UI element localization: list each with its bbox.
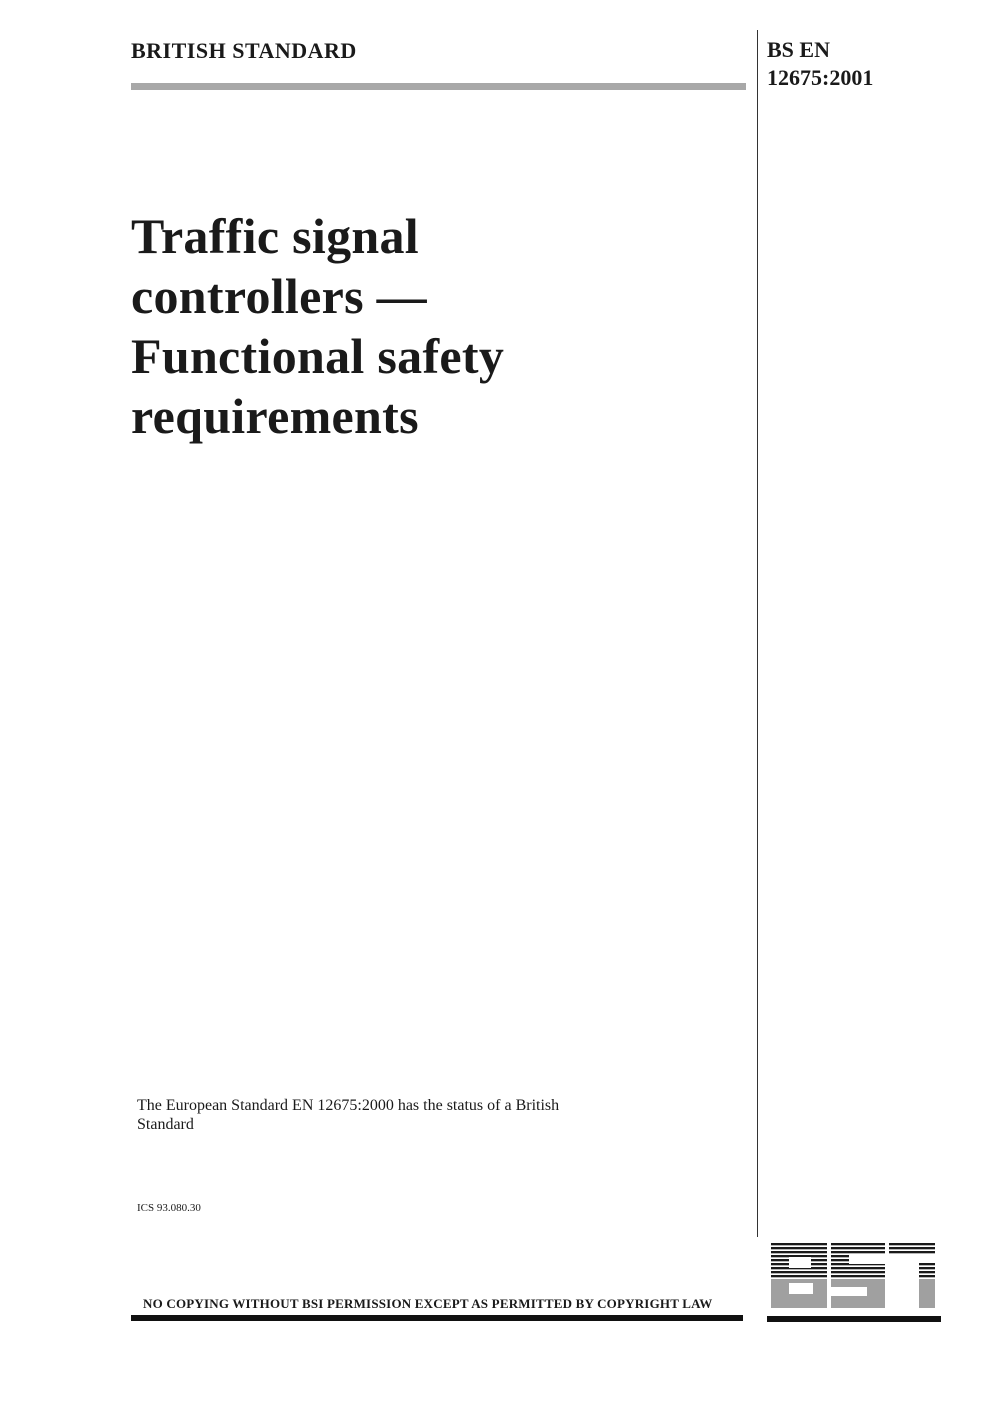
title-line-3: Functional safety bbox=[131, 328, 505, 384]
ics-code: ICS 93.080.30 bbox=[137, 1202, 201, 1214]
status-note: The European Standard EN 12675:2000 has the status of a British Standard bbox=[137, 1097, 560, 1133]
header-rule bbox=[131, 83, 746, 90]
bsi-logo-icon bbox=[767, 1243, 941, 1323]
title-line-2: controllers — bbox=[131, 268, 427, 324]
title-line-4: requirements bbox=[131, 388, 419, 444]
copyright-notice: NO COPYING WITHOUT BSI PERMISSION EXCEPT AS PERMITTED BY COPYRIGHT LAW bbox=[143, 1296, 713, 1311]
document-title bbox=[131, 206, 731, 446]
standard-number-line-2: 12675:2001 bbox=[767, 65, 874, 90]
standard-number bbox=[767, 36, 873, 92]
header-label: BRITISH STANDARD bbox=[131, 38, 357, 63]
footer-rule bbox=[131, 1315, 743, 1321]
vertical-rule bbox=[757, 30, 758, 1237]
title-line-1: Traffic signal bbox=[131, 208, 419, 264]
standard-number-line-1: BS EN bbox=[767, 37, 830, 62]
